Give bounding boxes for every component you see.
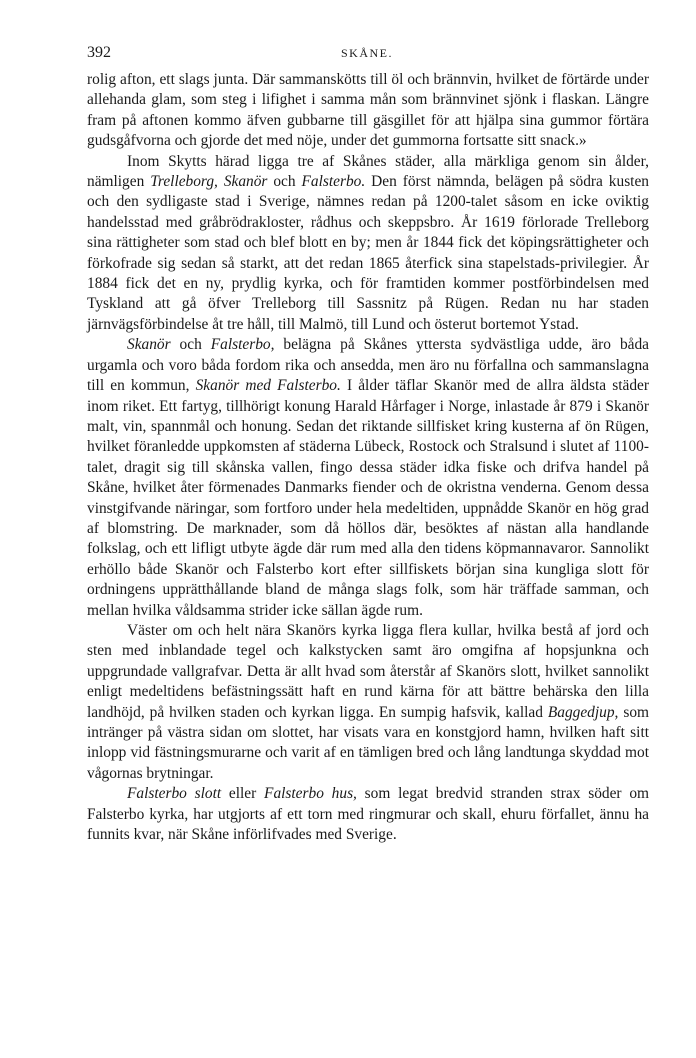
text-segment: eller: [221, 785, 265, 803]
paragraph-continuation: [87, 70, 649, 152]
text-segment: som intränger på västra sidan om slottet, har visats vara en konstgjord hamn, hvilken haft sitt inlopp vid fästningsmurarne och varit af en tämligen bred och lång landtunga skyddad mot vågornas brytningar.: [87, 703, 649, 782]
text-segment: som legat bredvid stranden strax söder om Falsterbo kyrka, har utgjorts af ett torn med ringmurar och skall, ehuru förfallet, ännu ha funnits kvar, när Skåne införlifvades med Sverige.: [87, 785, 649, 844]
text-segment: Väster om och helt nära Skanörs kyrka ligga flera kullar, hvilka bestå af jord och sten med inblandade tegel och kalkstycken samt äro omgifna af hopsjunkna och uppgrundade vallgrafvar. Detta är allt hvad som återstår af Skanörs slott, hvilket sannolikt enligt medeltidens befästningssätt haft en rund kärna för att bättre behärska den lilla landhöjd, på hvilken staden och kyrkan ligga. En sumpig hafsvik, kallad: [87, 621, 649, 721]
text-segment: Den först nämnda, belägen på södra kusten och den sydligaste stad i Sverige, nämnes redan på 1200-talet såsom en icke oviktig handelsstad med gråbrödrakloster, rådhus och skeppsbro. År 1619 förlorade Trelleborg sina rättigheter som stad och blef blott en by; men år 1844 fick det köpingsrättigheter och förkofrade sig sedan så starkt, att det redan 1865 återfick sina stapelstads-privilegier. År 1884 fick det en ny, prydlig kyrka, och för framtiden kommer postförbindelsen med Tyskland att gå öfver Trelleborg till Sassnitz på Rügen. Redan nu har staden järnvägsförbindelse åt tre håll, till Malmö, till Lund och österut bortemot Ystad.: [87, 173, 649, 333]
text-segment: I ålder täflar Skanör med de allra äldsta städer inom riket. Ett fartyg, tillhörigt konung Harald Hårfager i Norge, inlastade år 879 i Skanör malt, vin, spannmål och honung. Sedan det riktande sillfisket kring kusterna af ön Rügen, hvilket föranledde uppkomsten af städerna Lübeck, Rostock och Stralsund i slutet af 1100-talet, dragit sig till skånska vallen, fingo dessa städer idka fiske och drifva handel på Skåne, hvilket åter förmenades Danmarks fiender och de okristna venderna. Genom dessa vinstgifvande näringar, som fortforo under hela medeltiden, uppnådde Skanör en hög grad af blomstring. De marknader, som då höllos där, besöktes af nästan alla handlande folkslag, och ett lifligt utbyte ägde där rum med alla den tidens köpmannavaror. Sannolikt erhöllo både Skanör och Falsterbo kort efter sillfiskets början sina kungliga slott för ordningens upprätthållande bland de många slags folk, som här träffade samman, och mellan hvilka våldsamma strider icke sällan ägde rum.: [87, 377, 649, 619]
text-segment: och: [170, 336, 211, 354]
paragraph-skanor-falsterbo: [87, 335, 649, 621]
italic-text-segment: Falsterbo,: [210, 336, 275, 354]
italic-text-segment: Baggedjup,: [547, 703, 619, 721]
italic-text-segment: Falsterbo slott: [127, 785, 222, 803]
text-segment: och: [267, 173, 302, 191]
italic-text-segment: Trelleborg, Skanör: [150, 173, 268, 191]
text-segment: Inom Skytts härad ligga tre af Skånes städer, alla märkliga genom sin ålder, nämligen: [87, 152, 649, 191]
italic-text-segment: Skanör: [127, 336, 171, 354]
italic-text-segment: Falsterbo hus,: [264, 785, 357, 803]
page-number: 392: [87, 44, 111, 61]
text-segment: belägna på Skånes yttersta sydvästliga udde, äro båda urgamla och voro båda fordom rika och ansedda, men äro nu förfallna och sammanslagna till en kommun,: [87, 336, 649, 395]
running-head: [87, 44, 647, 64]
italic-text-segment: Falsterbo.: [301, 173, 366, 191]
body-text: [87, 70, 649, 845]
paragraph-skanors-slott: [87, 621, 649, 784]
text-segment: rolig afton, ett slags junta. Där sammanskötts till öl och brännvin, hvilket de förtärde under allehanda glam, som steg i lifighet i samma mån som brännvinet sjönk i flaskan. Längre fram på aftonen kommo äfven gubbarne till gäsgillet för att hjälpa sina gummor förtära gudsgåfvorna och gjorde det med nöje, under det gummorna fortsatte sitt snack.»: [87, 71, 649, 150]
paragraph-falsterbo-slott: [87, 784, 649, 845]
italic-text-segment: Skanör med Falsterbo.: [195, 377, 341, 395]
running-title: SKÅNE.: [340, 46, 393, 60]
paragraph-skytts-harad: [87, 152, 649, 336]
